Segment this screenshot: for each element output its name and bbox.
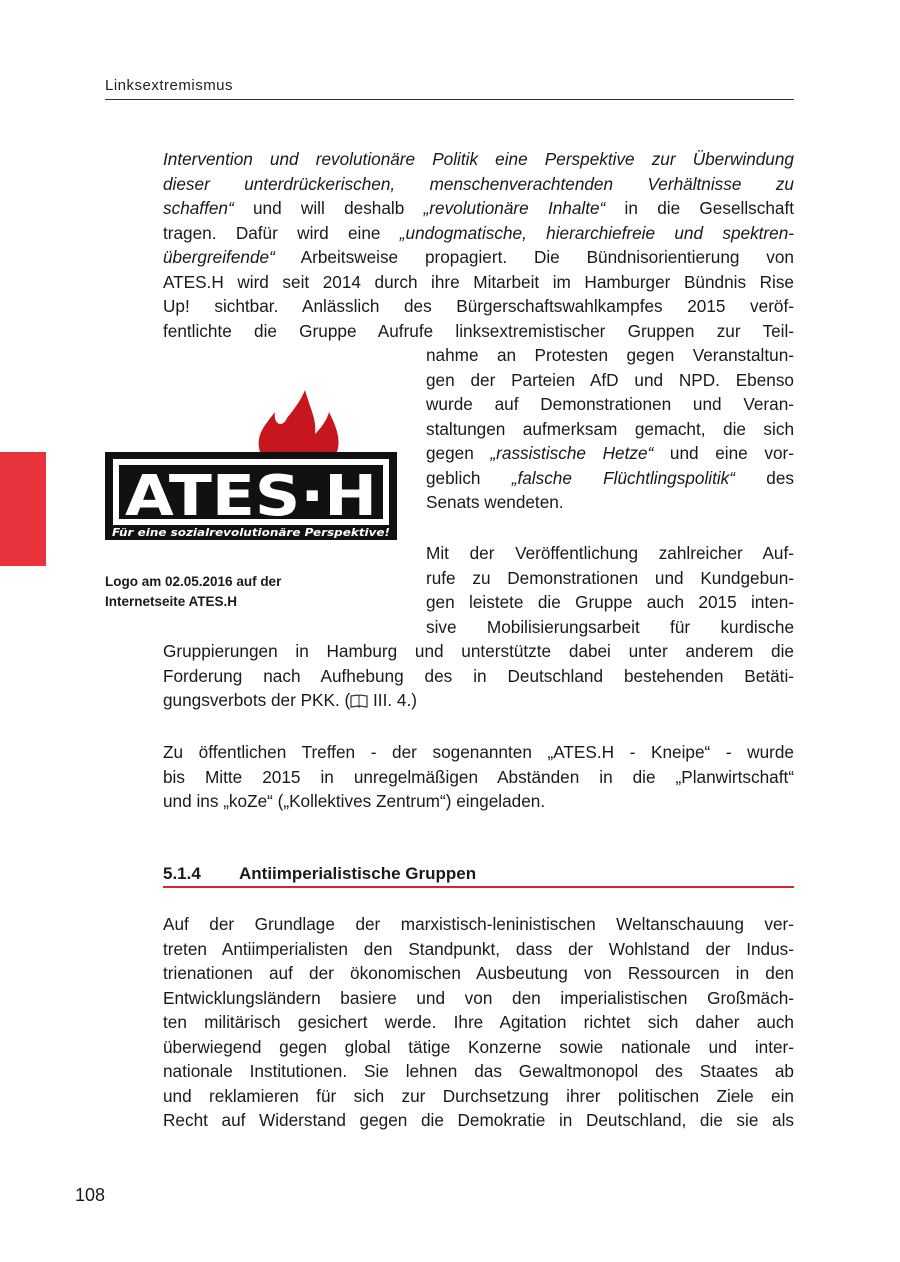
- section-heading: [163, 862, 794, 886]
- section-title: Antiimperialistische Gruppen: [239, 864, 477, 883]
- figure-caption: Logo am 02.05.2016 auf der Internetseite ATES.H: [105, 574, 282, 609]
- text-line: rufe zu Demonstrationen und Kundgebun-: [426, 567, 794, 588]
- text-line: Senats wendeten.: [426, 492, 564, 512]
- text-line: treten Antiimperialisten den Standpunkt, dass der Wohlstand der Indus-: [163, 938, 794, 959]
- text-line: wurde auf Demonstrationen und Veran-: [426, 394, 794, 414]
- text-line: Intervention und revolutionäre Politik eine Perspektive zur Überwindung: [163, 149, 794, 169]
- text-line: ATES.H wird seit 2014 durch ihre Mitarbeit im Hamburger Bündnis Rise: [163, 271, 794, 292]
- text-line: und ins „koZe“ („Kollektives Zentrum“) eingeladen.: [163, 791, 546, 811]
- text-line: übergreifende“ Arbeitsweise propagiert. Die Bündnisorientierung von: [163, 247, 794, 267]
- text-line: nahme an Protesten gegen Veranstaltun-: [426, 345, 794, 365]
- text-line: staltungen aufmerksam gemacht, die sich: [426, 418, 794, 439]
- ates-h-logo: [105, 390, 397, 540]
- text-line: Entwicklungsländern basiere und von den imperialistischen Großmäch-: [163, 987, 794, 1008]
- logo-tagline: Für eine sozialrevolutionäre Perspektive!: [112, 527, 391, 539]
- text-line: Up! sichtbar. Anlässlich des Bürgerschaftswahlkampfes 2015 veröf-: [163, 296, 794, 316]
- flame-icon: [259, 390, 339, 452]
- section-number: 5.1.4: [163, 864, 201, 883]
- text-line: trienationen auf der ökonomischen Ausbeutung von Ressourcen in den: [163, 963, 794, 983]
- text-line: Zu öffentlichen Treffen - der sogenannten „ATES.H - Kneipe“ - wurde: [163, 742, 794, 762]
- logo-graphic: [105, 390, 397, 540]
- text-line: schaffen“ und will deshalb „revolutionäre Inhalte“ in die Gesellschaft: [163, 198, 794, 218]
- text-line: bis Mitte 2015 in unregelmäßigen Abständen in die „Planwirtschaft“: [163, 766, 794, 787]
- section-divider: [163, 886, 794, 888]
- text-line: tragen. Dafür wird eine „undogmatische, hierarchiefreie und spektren-: [163, 222, 794, 243]
- text-line: Gruppierungen in Hamburg und unterstützte dabei unter anderem die: [163, 641, 794, 661]
- text-line: Forderung nach Aufhebung des in Deutschland bestehenden Betäti-: [163, 665, 794, 686]
- text-line: Auf der Grundlage der marxistisch-leninistischen Weltanschauung ver-: [163, 914, 794, 934]
- running-header: Linksextremismus: [105, 77, 234, 94]
- text-line: gegen „rassistische Hetze“ und eine vor-: [426, 443, 794, 463]
- text-line: dieser unterdrückerischen, menschenverachtenden Verhältnisse zu: [163, 173, 794, 194]
- text-line: nationale Institutionen. Sie lehnen das Gewaltmonopol des Staates ab: [163, 1061, 794, 1081]
- page-number: 108: [75, 1185, 106, 1205]
- text-line: Mit der Veröffentlichung zahlreicher Auf-: [426, 543, 794, 563]
- text-line: und reklamieren für sich zur Durchsetzung ihrer politischen Ziele ein: [163, 1085, 794, 1106]
- text-line: gen leistete die Gruppe auch 2015 inten-: [426, 592, 794, 612]
- text-line: gungsverbots der PKK. ( III. 4.): [163, 688, 794, 713]
- logo-wordmark: ATES·H: [125, 464, 377, 529]
- text-line: geblich „falsche Flüchtlingspolitik“ des: [426, 467, 794, 488]
- text-line: gen der Parteien AfD und NPD. Ebenso: [426, 369, 794, 390]
- book-reference-icon: [350, 690, 368, 715]
- text-line: Recht auf Widerstand gegen die Demokratie in Deutschland, die sie als: [163, 1110, 794, 1130]
- text-line: ten militärisch gesichert werde. Ihre Agitation richtet sich daher auch: [163, 1012, 794, 1032]
- text-line: überwiegend gegen global tätige Konzerne sowie nationale und inter-: [163, 1036, 794, 1057]
- header-divider: [105, 99, 794, 100]
- text-line: sive Mobilisierungsarbeit für kurdische: [426, 616, 794, 637]
- text-line: fentlichte die Gruppe Aufrufe linksextremistischer Gruppen zur Teil-: [163, 320, 794, 341]
- chapter-marker-tab: [0, 452, 46, 566]
